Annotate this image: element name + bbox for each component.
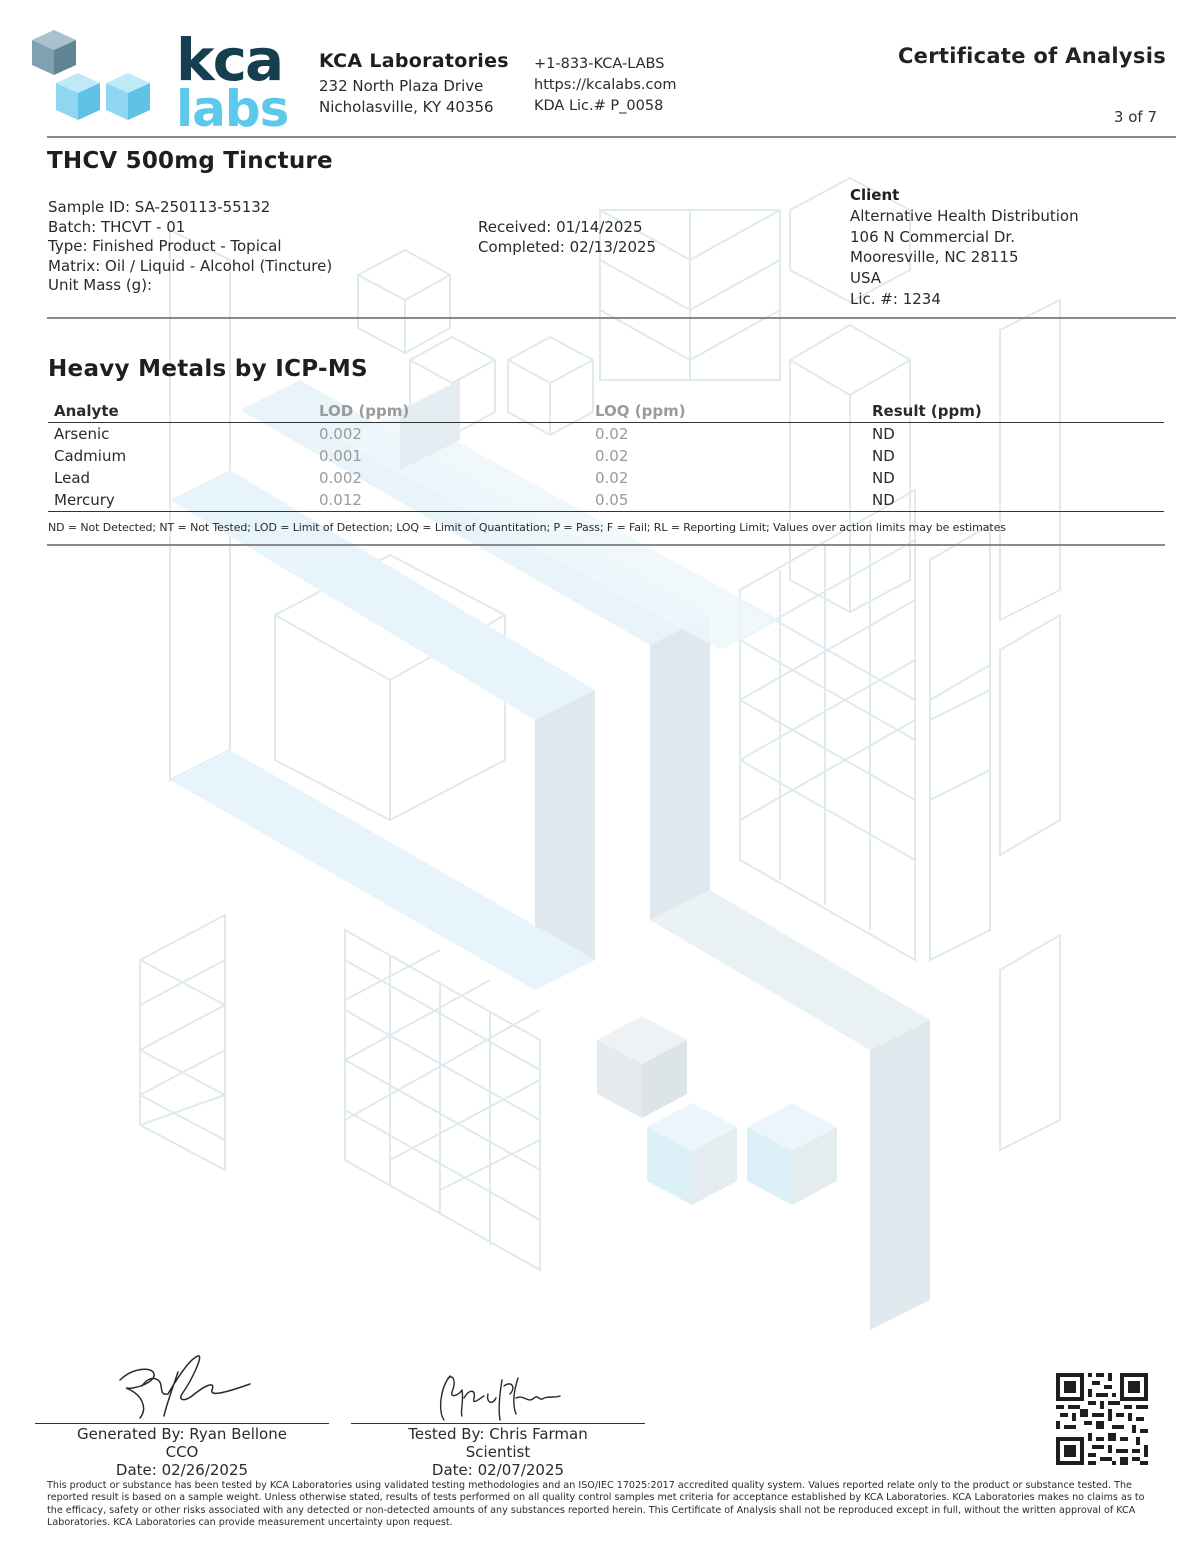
product-divider: [47, 317, 1176, 319]
page-indicator: 3 of 7: [1113, 108, 1157, 126]
column-header-lod: LOD (ppm): [313, 400, 589, 423]
table-footer-divider: [47, 544, 1165, 546]
heavy-metals-table: [48, 400, 1164, 512]
generated-by-name: Generated By: Ryan Bellone: [77, 1425, 287, 1443]
svg-text:kca: kca: [176, 28, 283, 94]
kca-labs-logo: [28, 28, 298, 132]
table-header-row: [48, 400, 1164, 423]
client-heading: Client: [850, 186, 900, 204]
analyte-cell: Lead: [54, 469, 91, 487]
company-contact: [534, 54, 676, 117]
loq-cell: 0.05: [589, 489, 866, 512]
column-header-analyte: Analyte: [48, 400, 313, 423]
table-row: [48, 445, 1164, 467]
table-row: [48, 489, 1164, 512]
website-link[interactable]: https://kcalabs.com: [534, 77, 677, 93]
analyte-cell: Mercury: [48, 489, 313, 512]
header-divider: [47, 136, 1176, 138]
tested-by-title: Scientist: [465, 1443, 531, 1461]
client-city: Mooresville, NC 28115: [850, 248, 1019, 267]
client-info: [850, 185, 1079, 310]
batch: Batch: THCVT - 01: [48, 217, 186, 236]
tested-by-block: [351, 1425, 645, 1479]
received-date: Received: 01/14/2025: [478, 218, 643, 236]
matrix: Matrix: Oil / Liquid - Alcohol (Tincture): [48, 256, 333, 275]
analyte-cell: Cadmium: [54, 447, 127, 465]
product-title: THCV 500mg Tincture: [47, 148, 333, 174]
column-header-result: Result (ppm): [866, 400, 1164, 423]
generated-by-title: CCO: [165, 1443, 199, 1461]
company-address: [319, 76, 494, 118]
tested-by-name: Tested By: Chris Farman: [408, 1425, 588, 1443]
lod-cell: 0.002: [319, 425, 362, 443]
chris-farman-signature: [432, 1368, 567, 1428]
abbreviation-legend: ND = Not Detected; NT = Not Tested; LOD = Limit of Detection; LOQ = Limit of Quantitation; P = Pass; F = Fail; RL = Reporting Limit; Values over action limits may be estimates: [48, 521, 1006, 534]
completed-date: Completed: 02/13/2025: [478, 237, 657, 256]
signature-line-generated: [35, 1423, 329, 1424]
svg-text:labs: labs: [176, 80, 289, 132]
sample-type: Type: Finished Product - Topical: [48, 237, 282, 255]
signature-line-tested: [351, 1423, 645, 1424]
result-cell: ND: [866, 489, 1164, 512]
document-title: Certificate of Analysis: [897, 44, 1166, 68]
analyte-cell: Arsenic: [54, 425, 110, 443]
client-license: Lic. #: 1234: [850, 289, 941, 308]
sample-dates: [478, 218, 656, 257]
loq-cell: 0.02: [595, 469, 629, 487]
section-title: Heavy Metals by ICP-MS: [48, 356, 368, 382]
logo-cubes-icon: [32, 30, 150, 120]
table-row: [48, 423, 1164, 446]
generated-by-date: Date: 02/26/2025: [115, 1461, 249, 1479]
license-number: KDA Lic.# P_0058: [534, 98, 664, 114]
unit-mass: Unit Mass (g):: [48, 276, 153, 294]
loq-cell: 0.02: [595, 447, 629, 465]
tested-by-date: Date: 02/07/2025: [431, 1461, 565, 1479]
lod-cell: 0.001: [319, 447, 362, 465]
company-name: KCA Laboratories: [319, 50, 509, 72]
generated-by-block: [35, 1425, 329, 1479]
loq-cell: 0.02: [595, 425, 629, 443]
result-cell: ND: [872, 447, 895, 465]
ryan-bellone-signature: [112, 1350, 257, 1425]
table-row: [48, 467, 1164, 489]
client-street: 106 N Commercial Dr.: [850, 227, 1015, 246]
lod-cell: 0.012: [313, 489, 589, 512]
address-line-2: Nicholasville, KY 40356: [319, 98, 494, 116]
sample-id: Sample ID: SA-250113-55132: [48, 198, 271, 216]
client-name: Alternative Health Distribution: [850, 206, 1079, 225]
legal-disclaimer: This product or substance has been tested by KCA Laboratories using validated testing methodologies and an ISO/IEC 17025:2017 accredited quality system. Values reported relate only to the product or substance tested. The reported result is based on a sample weight. Unless otherwise stated, results of tests performed on all quality control samples met criteria for acceptance established by KCA Laboratories. KCA Laboratories makes no claims as to the efficacy, safety or other risks associated with any detected or non-detected amounts of any substances reported herein. This Certificate of Analysis shall not be reproduced except in full, without the written approval of KCA Laboratories. KCA Laboratories can provide measurement uncertainty upon request.: [47, 1480, 1145, 1529]
sample-info: [48, 198, 332, 296]
phone-number: +1-833-KCA-LABS: [534, 56, 665, 72]
client-country: USA: [850, 269, 882, 288]
column-header-loq: LOQ (ppm): [589, 400, 866, 423]
lod-cell: 0.002: [319, 469, 362, 487]
address-line-1: 232 North Plaza Drive: [319, 77, 484, 95]
qr-code-icon[interactable]: [1056, 1373, 1148, 1465]
result-cell: ND: [872, 469, 895, 487]
result-cell: ND: [872, 425, 895, 443]
